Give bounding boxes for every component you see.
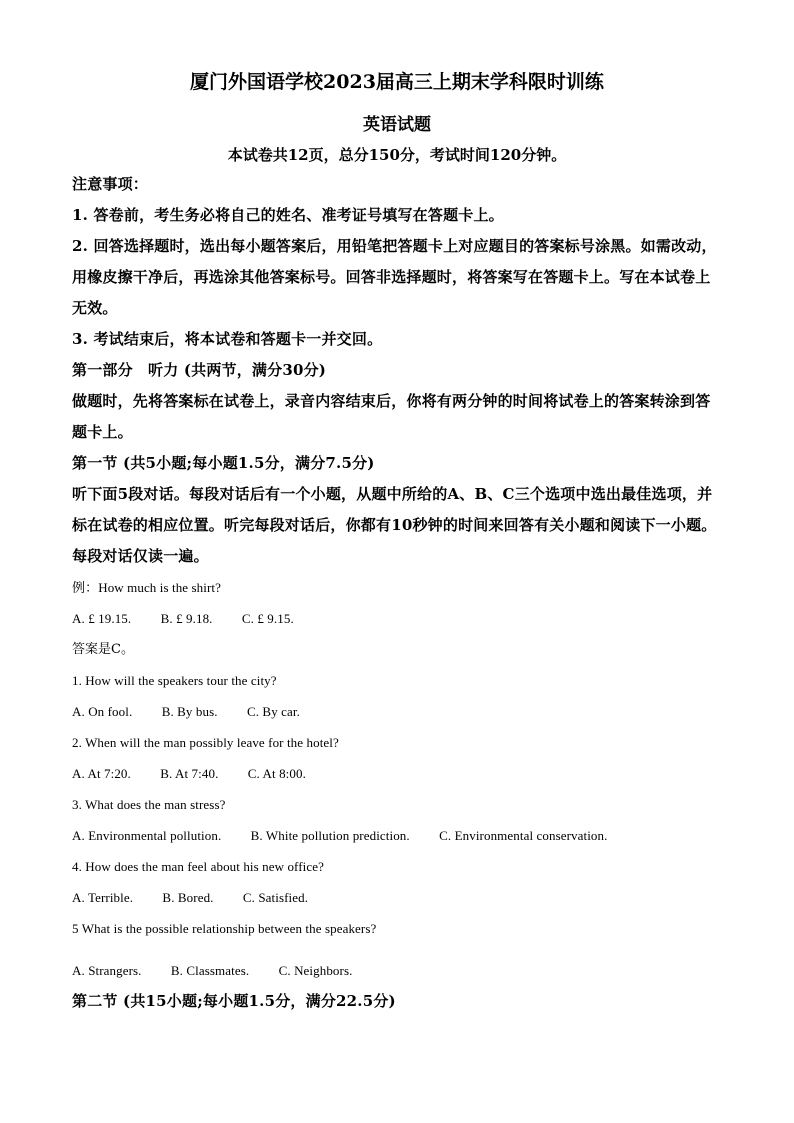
part1-instruction: 做题时，先将答案标在试卷上，录音内容结束后，你将有两分钟的时间将试卷上的答案转涂到答题卡上。 <box>72 392 711 441</box>
example-question: 例：How much is the shirt? <box>72 580 221 595</box>
q3-option-a: A. Environmental pollution. <box>72 828 222 843</box>
question-3-options <box>72 820 722 851</box>
notes-heading: 注意事项： <box>72 175 149 193</box>
question-4-options <box>72 882 722 913</box>
note-item-3: 3. 考试结束后，将本试卷和答题卡一并交回。 <box>72 330 383 348</box>
question-5: 5 What is the possible relationship between the speakers? <box>72 921 377 936</box>
q1-option-a: A. On fool. <box>72 704 133 719</box>
q3-option-b: B. White pollution prediction. <box>250 828 410 843</box>
exam-title: 厦门外国语学校2023届高三上期末学科限时训练 <box>190 71 604 93</box>
question-2: 2. When will the man possibly leave for the hotel? <box>72 735 339 750</box>
q2-option-c: C. At 8:00. <box>247 766 306 781</box>
q5-option-a: A. Strangers. <box>72 963 142 978</box>
q5-option-c: C. Neighbors. <box>278 963 353 978</box>
part1-heading: 第一部分 听力 (共两节，满分30分) <box>72 361 327 379</box>
note-item-2: 2. 回答选择题时，选出每小题答案后，用铅笔把答题卡上对应题目的答案标号涂黑。如需改动，用橡皮擦干净后，再选涂其他答案标号。回答非选择题时，将答案写在答题卡上。写在本试卷上无效。 <box>72 237 717 317</box>
q5-option-b: B. Classmates. <box>170 963 250 978</box>
q4-option-b: B. Bored. <box>162 890 214 905</box>
question-3: 3. What does the man stress? <box>72 797 226 812</box>
q2-option-a: A. At 7:20. <box>72 766 131 781</box>
example-answer: 答案是C。 <box>72 642 134 657</box>
q3-option-c: C. Environmental conservation. <box>439 828 608 843</box>
question-1-options <box>72 696 722 727</box>
example-option-c: C. £ 9.15. <box>241 611 294 626</box>
q4-option-a: A. Terrible. <box>72 890 134 905</box>
question-1: 1. How will the speakers tour the city? <box>72 673 277 688</box>
question-5-options <box>72 955 722 986</box>
section1-instruction: 听下面5段对话。每段对话后有一个小题，从题中所给的A、B、C三个选项中选出最佳选项，并标在试卷的相应位置。听完每段对话后，你都有10秒钟的时间来回答有关小题和阅读下一小题。每段对话仅读一遍。 <box>72 485 717 565</box>
example-option-a: A. £ 19.15. <box>72 611 132 626</box>
exam-page <box>72 68 722 1017</box>
question-4: 4. How does the man feel about his new office? <box>72 859 325 874</box>
q1-option-b: B. By bus. <box>161 704 218 719</box>
q4-option-c: C. Satisfied. <box>242 890 309 905</box>
q1-option-c: C. By car. <box>246 704 300 719</box>
section1-heading: 第一节 (共5小题;每小题1.5分，满分7.5分) <box>72 454 375 472</box>
question-2-options <box>72 758 722 789</box>
note-item-1: 1. 答卷前，考生务必将自己的姓名、准考证号填写在答题卡上。 <box>72 206 504 224</box>
exam-subject: 英语试题 <box>363 115 431 135</box>
q2-option-b: B. At 7:40. <box>160 766 219 781</box>
example-options <box>72 603 722 634</box>
example-option-b: B. £ 9.18. <box>160 611 213 626</box>
section2-heading: 第二节 (共15小题;每小题1.5分，满分22.5分) <box>72 992 396 1010</box>
exam-info: 本试卷共12页，总分150分，考试时间120分钟。 <box>227 146 567 164</box>
